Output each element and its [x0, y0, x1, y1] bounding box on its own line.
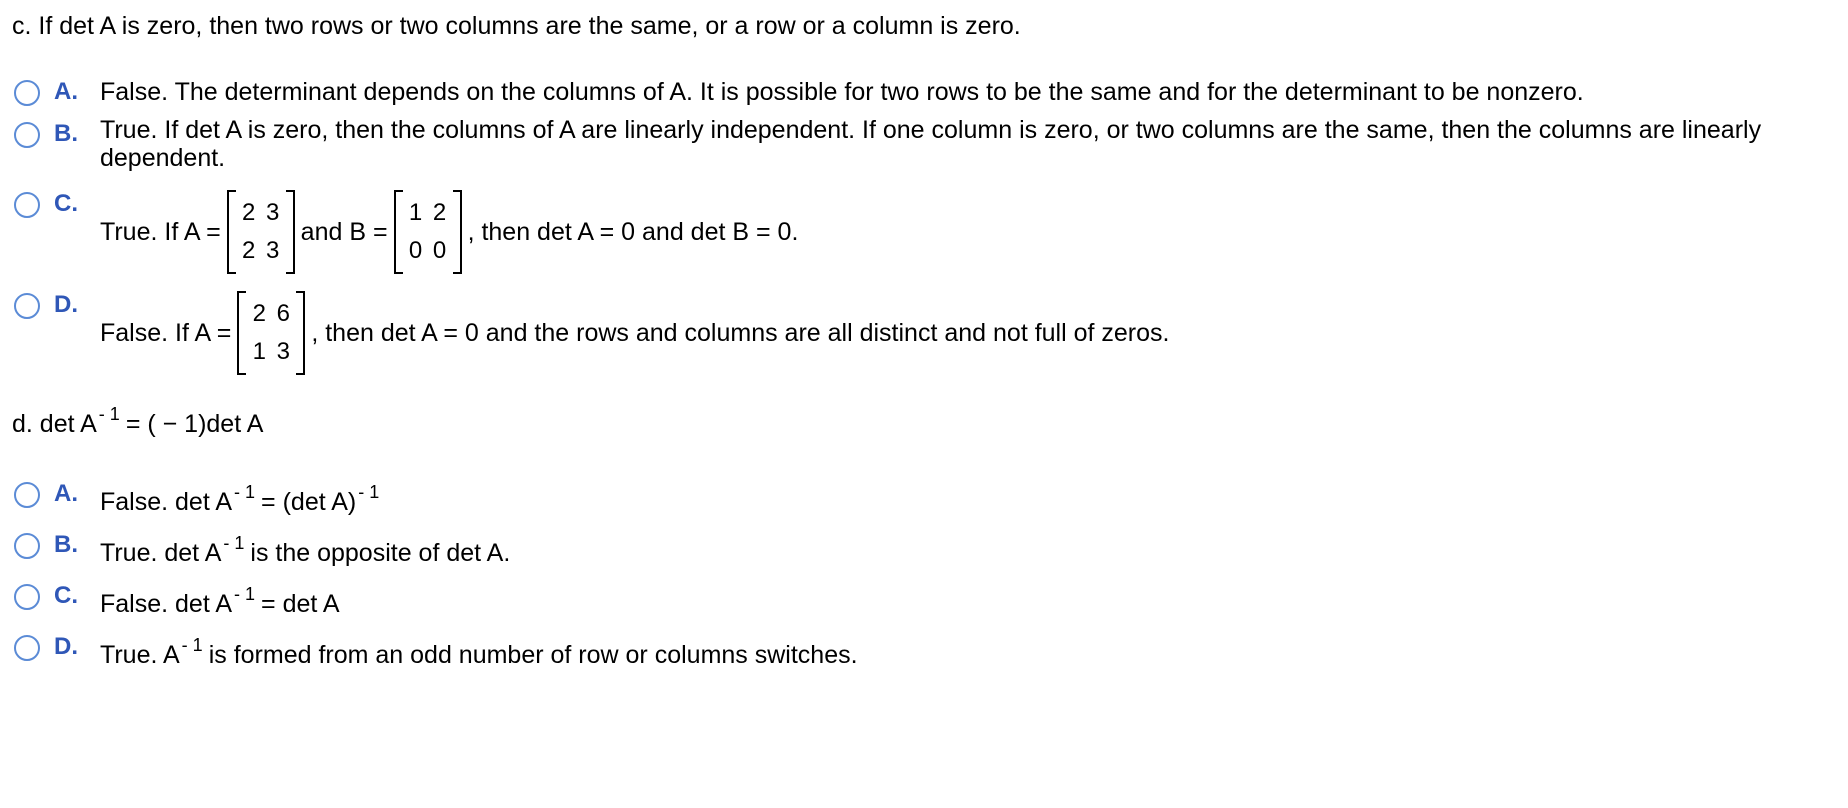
radio-button[interactable] [14, 482, 40, 508]
matrix-a [237, 291, 305, 375]
superscript: - 1 [358, 482, 380, 502]
matrix-cell: 3 [276, 338, 290, 365]
option-text-post: , then det A = 0 and the rows and columns are all distinct and not full of zeros. [311, 319, 1170, 347]
radio-button[interactable] [14, 192, 40, 218]
option-text [100, 584, 340, 620]
option-text-2: = (det A) [261, 488, 357, 516]
option-d-d[interactable] [14, 633, 1840, 673]
option-c-a[interactable] [14, 78, 1840, 108]
option-text [100, 482, 385, 518]
option-text-1: True. A [100, 641, 180, 669]
option-text [100, 635, 858, 671]
option-text [100, 291, 1169, 375]
matrix-cell: 2 [252, 300, 266, 327]
option-letter: D. [54, 633, 78, 660]
option-text: True. If det A is zero, then the columns of A are linearly independent. If one column is zero, or two columns are the same, then the columns are linearly dependent. [100, 116, 1762, 172]
option-text-2: is formed from an odd number of row or columns switches. [208, 641, 858, 669]
superscript: - 1 [98, 404, 120, 424]
option-d-c[interactable] [14, 582, 1840, 622]
option-text-1: False. det A [100, 488, 233, 516]
option-text-pre: False. If A = [100, 319, 232, 347]
radio-button[interactable] [14, 635, 40, 661]
matrix-cell: 3 [265, 199, 280, 226]
matrix-cell: 1 [408, 199, 423, 226]
option-d-a[interactable] [14, 480, 1840, 520]
question-c-text: c. If det A is zero, then two rows or two columns are the same, or a row or a column is zero. [12, 12, 1021, 40]
matrix-cell: 2 [241, 199, 256, 226]
superscript: - 1 [181, 635, 203, 655]
question-d-pre: d. det A [12, 410, 97, 438]
superscript: - 1 [223, 533, 245, 553]
matrix-cell: 2 [432, 199, 447, 226]
option-letter: C. [54, 190, 78, 217]
superscript: - 1 [234, 482, 256, 502]
option-text-post: , then det A = 0 and det B = 0. [467, 218, 799, 246]
radio-button[interactable] [14, 80, 40, 106]
matrix-b [394, 190, 462, 274]
option-text: False. The determinant depends on the columns of A. It is possible for two rows to be the same and for the determinant to be nonzero. [100, 78, 1584, 106]
option-letter: A. [54, 78, 78, 105]
matrix-cell: 6 [276, 300, 290, 327]
option-text-mid: and B = [300, 218, 388, 246]
option-text [100, 533, 511, 569]
option-text-2: = det A [261, 590, 340, 618]
radio-button[interactable] [14, 122, 40, 148]
option-letter: C. [54, 582, 78, 609]
radio-button[interactable] [14, 293, 40, 319]
matrix-cell: 0 [432, 237, 447, 264]
matrix-a [227, 190, 295, 274]
matrix-cell: 1 [252, 338, 266, 365]
option-text-pre: True. If A = [100, 218, 221, 246]
option-c-d[interactable] [14, 291, 1840, 381]
option-text-2: is the opposite of det A. [250, 539, 511, 567]
option-letter: D. [54, 291, 78, 318]
option-c-c[interactable] [14, 190, 1840, 280]
option-c-b[interactable] [14, 116, 1840, 180]
matrix-cell: 3 [265, 237, 280, 264]
option-text [100, 190, 798, 274]
radio-button[interactable] [14, 584, 40, 610]
matrix-cell: 0 [408, 237, 423, 264]
matrix-cell: 2 [241, 237, 256, 264]
option-letter: B. [54, 531, 78, 558]
question-d-text [12, 404, 264, 439]
option-text-1: False. det A [100, 590, 233, 618]
question-d-post: = ( − 1)det A [125, 410, 264, 438]
option-text-1: True. det A [100, 539, 222, 567]
radio-button[interactable] [14, 533, 40, 559]
option-letter: A. [54, 480, 78, 507]
superscript: - 1 [234, 584, 256, 604]
option-d-b[interactable] [14, 531, 1840, 571]
option-letter: B. [54, 120, 78, 147]
